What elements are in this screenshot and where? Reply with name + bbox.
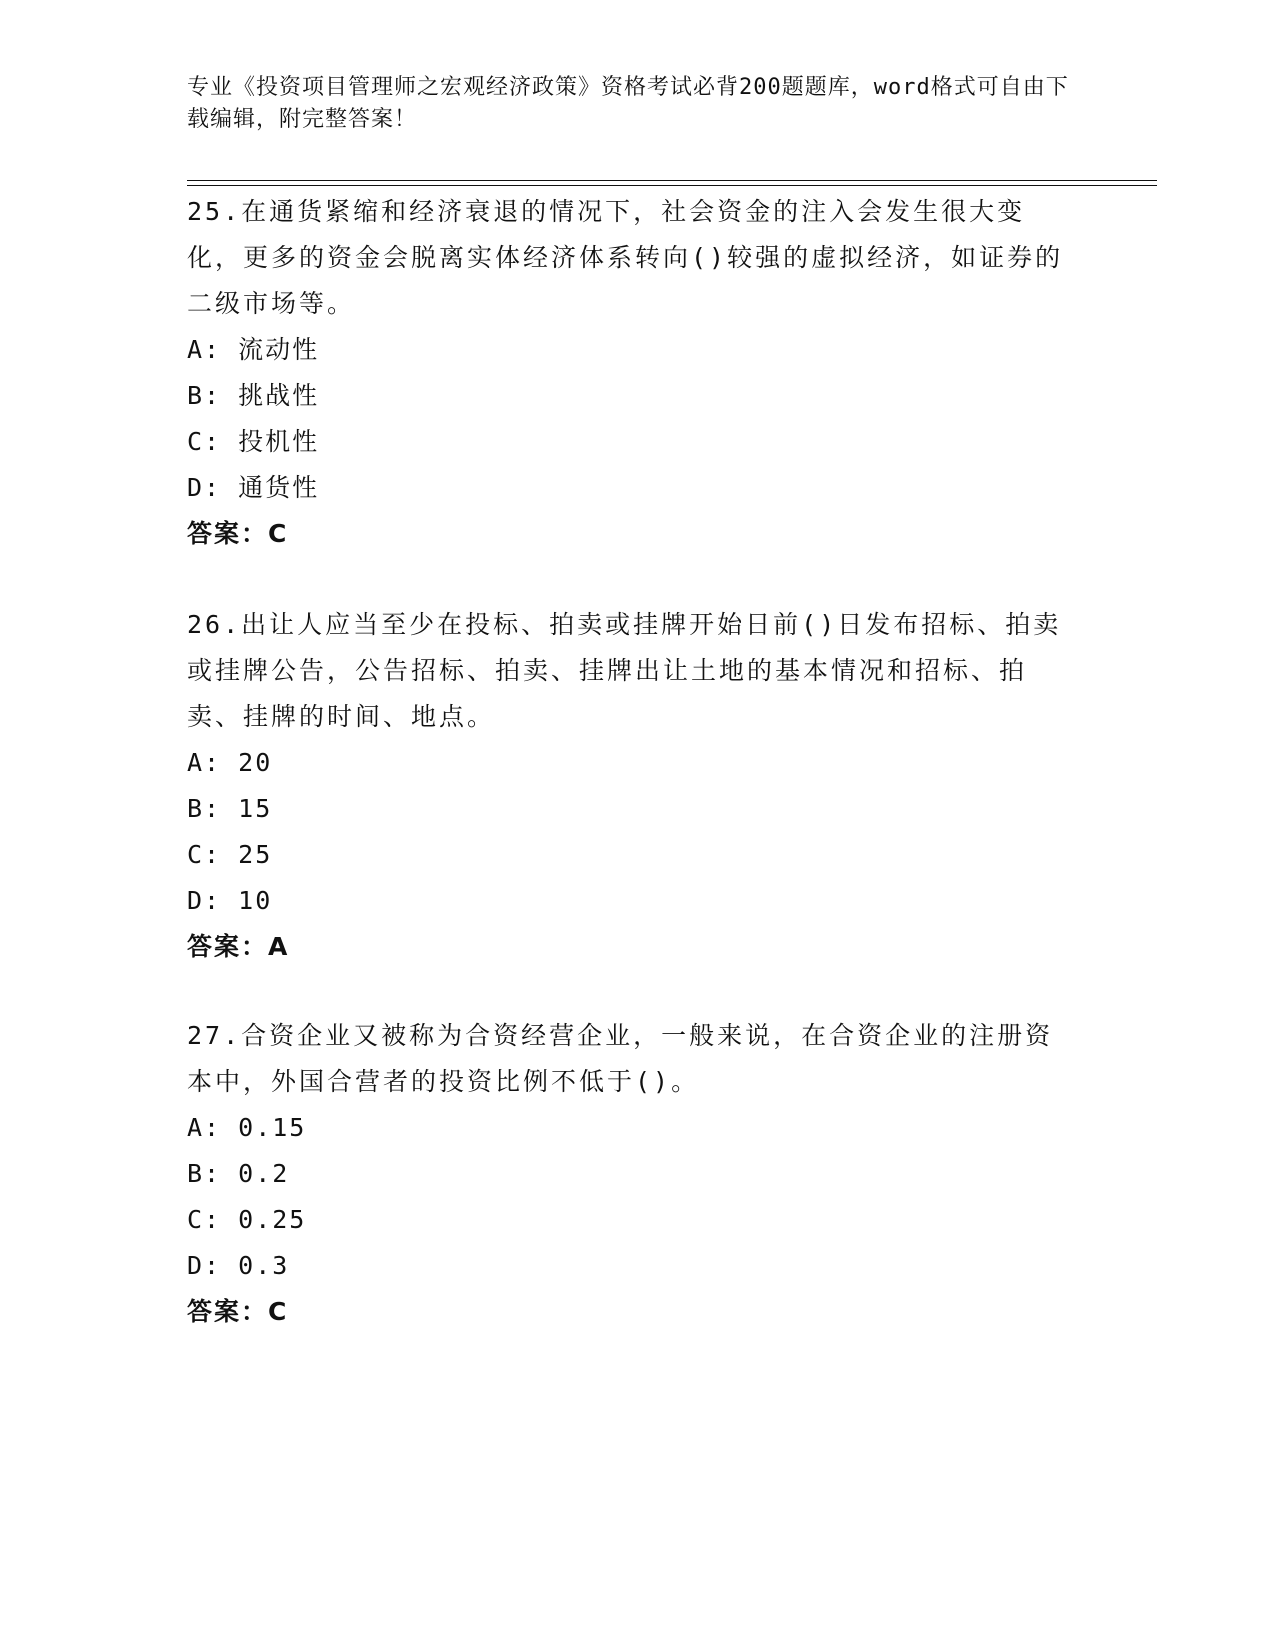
question-block <box>187 1013 1067 1335</box>
answer-line: 答案：A <box>187 932 290 961</box>
option-a: A: 流动性 <box>187 335 320 364</box>
question-stem: 26.出让人应当至少在投标、拍卖或挂牌开始日前()日发布招标、拍卖或挂牌公告，公告招标、拍卖、挂牌出让土地的基本情况和招标、拍卖、挂牌的时间、地点。 <box>187 610 1062 731</box>
option-d: D: 通货性 <box>187 473 320 502</box>
option-a: A: 0.15 <box>187 1113 307 1142</box>
header-divider-bottom <box>187 185 1157 186</box>
header-divider-top <box>187 180 1157 181</box>
option-b: B: 挑战性 <box>187 381 320 410</box>
option-b: B: 0.2 <box>187 1159 290 1188</box>
question-stem: 25.在通货紧缩和经济衰退的情况下，社会资金的注入会发生很大变化，更多的资金会脱离实体经济体系转向()较强的虚拟经济，如证券的二级市场等。 <box>187 197 1064 318</box>
question-block <box>187 189 1067 557</box>
option-b: B: 15 <box>187 794 273 823</box>
question-block <box>187 602 1067 970</box>
option-c: C: 0.25 <box>187 1205 307 1234</box>
option-a: A: 20 <box>187 748 273 777</box>
question-stem: 27.合资企业又被称为合资经营企业，一般来说，在合资企业的注册资本中，外国合营者的投资比例不低于()。 <box>187 1021 1054 1096</box>
option-d: D: 10 <box>187 886 273 915</box>
option-c: C: 投机性 <box>187 427 320 456</box>
option-c: C: 25 <box>187 840 273 869</box>
answer-line: 答案：C <box>187 519 289 548</box>
answer-line: 答案：C <box>187 1297 289 1326</box>
option-d: D: 0.3 <box>187 1251 290 1280</box>
document-header: 专业《投资项目管理师之宏观经济政策》资格考试必背200题题库，word格式可自由下载编辑，附完整答案！ <box>187 75 1069 132</box>
